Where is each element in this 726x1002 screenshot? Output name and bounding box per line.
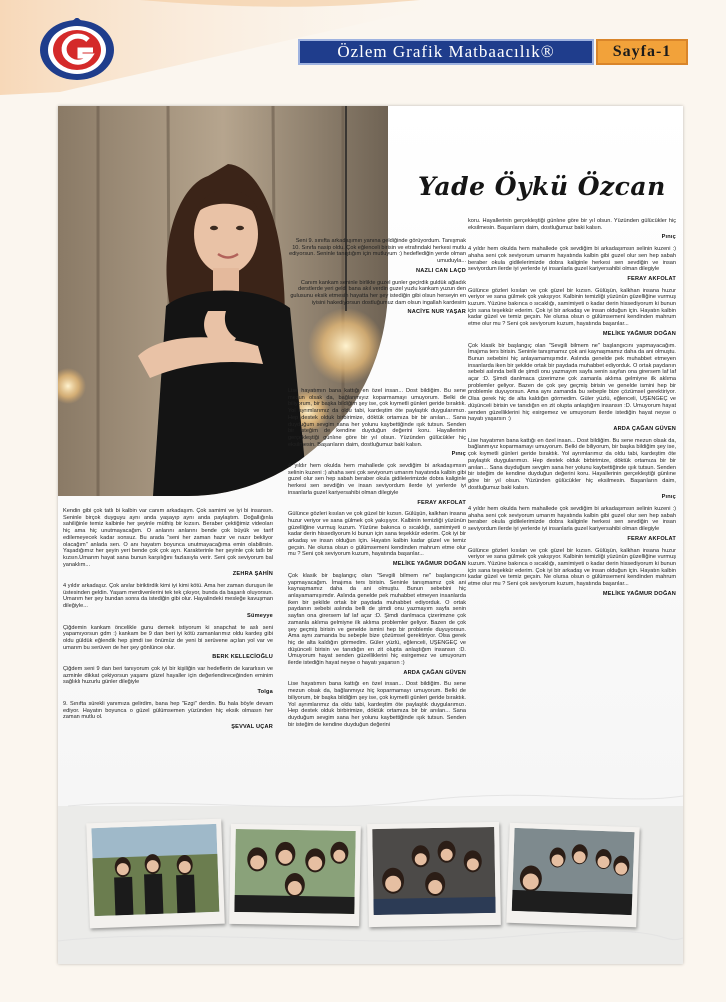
message-text: Gülünce gözleri kısılan ve çok güzel bir kızsın. Gülüşün, kalkhan insana huzur veriyor ve sana gülmek çok yakışıyor. Kalbinin temizliği yüzünün güzelliğine vurmuş kuzum. Yüzüne bakınca o sıcaklığı, samimiyeti o kadar derin hissediyorum ki bunun için sana teşekkür ederim. Çok iyi bir arkadaş ve insan olduğun için. Hayatın kalbin kadar güzel ve temiz geçsin. Ne olursa olsun o gülümsemeni kendinden mahrum etme olur mu ? Seni çok seviyorum kuzum, hayatında başarılar... [468, 547, 676, 588]
middle-top-column [288, 238, 466, 321]
message-text: 9. Sınıfta sürekli yanımıza gelirdim, bana hep "Ezgi" derdin. Bu hala böyle devam ediyor. Hayatın boyunca o güzel gülümsemen yüzünden hiç eksik olmasın her zaman mutlu ol. [63, 700, 273, 721]
group-photo [506, 823, 639, 927]
message-text: Seni 9. sınıfta arkadaşımın yanına geldiğinde görüyordum. Tanışmak 10. Sınıfa nasip oldu. Çok eğlenceli birisin ve etrafındaki herkesi mutlu ediyorsun. Seninle tanıştığım için mutluyum :) hedeflediğin yerde olman umuduyla... [289, 238, 466, 265]
page-number: Sayfa-1 [596, 39, 688, 65]
message-signature: NAZLI CAN LAÇD [415, 267, 466, 274]
message-text: Kendin gibi çok tatlı bi kalbin var canım arkadaşım. Çok samimi ve iyi bi insansın. Seninle birçok duyguyu aynı anda yaşayıp aynı anda paylaştım. Doğallığınla sahiliğinle temiz kalbinle her şeyinle müthiş bir kızsın. Beraber çektiğimiz videoları hiç ama hiç unutmayacağım. O anlarını anlarını bende çok büyük ve tarif edilemeyecek kadar sonsuz. Bu arada "seni her zaman hazır ve nazır bekliyor olacağım" anlada sen. O anı hayatım boyunca unutmayacağıma emin olabilirsin. Yaşadığımız her şeyin yeri bende çok çok ayrı. Karakterinle her şeyinle çok tatlı bir kızsın.Umarım hayat sana bunun karşılığını fazlasıyla verir. Seni çok seviyorum bal yanaklım... [63, 508, 273, 568]
group-photo [367, 822, 501, 927]
group-photo-image [372, 827, 495, 915]
message-text: Lise hayatımın bana kattığı en özel insan... Dost bildiğim. Bu sene mezun olsak da, bağlanmıyız koparmamayı umuyorum. Belki de biliyorum, bir başka bildiğim şey ise, çok kıymetli günleri geride bıraktık. Yol ayrımlarımız da oldu tabi, kardeştim öte paylaştık duygularımızı. Hep destek olduk birbirimize, döktük ortamıza bir bir anılan... Sana duyduğum sevgim sana her yolunu kaybettiğinde ışık tutsun. Senden bir isteğim de kendine duyduğun değerini koru. Hayallerinin gerçekleştiği günlıne göre bir yıl olsun. Yüzünden gülücükler hiç eksilmesin. Başarıların daim, dostluğumuz baki kalsın. [468, 437, 676, 491]
middle-column [288, 388, 466, 731]
company-logo[interactable] [38, 18, 116, 82]
right-column [468, 218, 676, 602]
message-signature: MELİKE YAĞMUR DOĞAN [602, 330, 676, 337]
message-signature: MELİKE YAĞMUR DOĞAN [392, 561, 466, 568]
message-text: 4 yıldır arkadaşız. Çok anılar biriktirdik kimi iyi kimi kötü. Ama her zaman duruşun ile üstesinden geldin. Yaşam merdivenlerini tek tek çıkıyor, bunda da başarılı oluyorsun. Umarım her şey bundan sonra da istediğin gibi olur. Hayalindeki mesleğe kavuşman dileğiyle... [63, 583, 273, 610]
message-text: 4 yıldır hem okulda hem mahallede çok sevdiğim bi arkadaşımsın selinin kuzeni :) ahaha seni çok seviyorum umarım hayatında kalbin gibi guzel olur sen hep sabah beraber okula gidilelerimizde dobra kaliginle herkesi sen sevdiğin ve insan seviyordum ilerde iyi yerlerde iyi insanlarla guzel kariyersahibi olman dilegiyle [468, 246, 676, 273]
message-text: 4 yıldır hem okulda hem mahallede çok sevdiğim bi arkadaşımsın selinin kuzeni :) ahaha seni çok seviyorum umarım hayatında kalbin gibi guzel olur sen hep sabah beraber okula gidilelerimizde dobra kaliginle herkesi sen sevdiğin ve insan seviyordum ilerde iyi yerlerde iyi insanlarla guzel kariyersahibi olman dilegiyle [288, 463, 466, 496]
message-text: Çok klasik bir başlangıç olan "Sevgili bilmem ne" başlangıcını yapmayacağım. İmajıma ters birisin. Seninle tanışmamız çok ani kaynaşmamız daha da ani olmuştu. Bunun sebebini hiç anlayamamışımdır. Aslında genelde pek muhabbet etmeyen insanlarda iken bir şekilde ortak bir paydada muhabbet ediyorduk. O ortak paydanın sebebi aslında belli de şimdi onu yazmayım sayfa senin sayfan ona girersem laf laf açar :D. Şimdi danlmaca çizerimzne çok zamanla aklıma gelmiyne ilk aklıma problemler geliyor. Bazen de çok şey geçmiş birisin ve genelde ismini hep bir problemle duyuyorsun. Ama aynı zamanda bu sebeple bize çözümsel gerektiriyor. Olsa gerek hiç de alta kaldığın görmedim. Güler yüzlü, eğlenceli, UŞENGEÇ ve düşünceli birisin ve tanıdığın en zit olupta anlaştığım insansın :D. Umuyorum hayat senden güzelliklerini hiç esirgemez ve umuyorum ilerde istediğin hayat neyse o hayatı yaşarsın :) [288, 572, 466, 667]
yearbook-page [58, 106, 683, 964]
message-signature: Sümeyye [247, 612, 273, 619]
message-text: Gülünce gözleri kısılan ve çok güzel bir kızsın. Gülüşün, kalkhan insana huzur veriyor ve sana gülmek çok yakışıyor. Kalbinin temizliği yüzünün güzelliğine vurmuş kuzum. Yüzüne bakınca o sıcaklığı, samimiyeti o kadar derin hissediyorum ki bunun için sana teşekkür ederim. Çok iyi bir arkadaş ve insan olduğun için. Hayatın kalbin kadar güzel ve temiz geçsin. Ne olursa olsun o gülümsemeni kendinden mahrum etme olur mu ? Seni çok seviyorum kuzum, hayatında başarılar... [468, 287, 676, 328]
message-signature: BERK KELLECİOĞLU [212, 654, 273, 661]
message-text: Canım kankam seninle birlikte guzel gunler geçirdik guldük ağladık derstlerde yeri geldi bana akıl verdin guzel yuzlu kankam yuzun den gulusunu eksik etmesin hayatta her şey istediğin gibi olsun herseyin en iyisini hakediyorsun dostluğumuz dam olsun ingallah kardesim [290, 279, 466, 306]
message-signature: MELİKE YAĞMUR DOĞAN [602, 590, 676, 597]
message-signature: FERAY AKFOLAT [627, 275, 676, 282]
message-signature: Pınıç [451, 451, 466, 458]
message-signature: ŞEVVAL UÇAR [231, 723, 273, 730]
message-text: Lise hayatımın bana kattığı en özel insan... Dost bildiğim. Bu sene mezun olsak da, bağlanmıyız hiç koparmamayı umuyorum. Belki de biliyorum, bir başka bildiğim şey ise, çok kıymetli günleri geride bıraktık. Yol ayrımlarımız da oldu tabi, kardeştim öte paylaştık duygularımızı. Hep destek olduk birbirimize, döktük ortamıza bir bir anılan... Sana duyduğum sevgim sana her yolunu kaybettiğinde ışık tutsun. Senden bir isteğim de kendine duyduğun değerini [288, 681, 466, 728]
message-text: Gülünce gözleri kısılan ve çok güzel bir kızsın. Gülüşün, kalkhan insana huzur veriyor ve sana gülmek çok yakışıyor. Kalbinin temizliği yüzünün güzelliğine vurmuş kuzum. Yüzüne bakınca o sıcaklığı, samimiyeti o kadar derin hissediyorum ki bunun için sana teşekkür ederim. Çok iyi bir arkadaş ve insan olduğun için. Hayatın kalbin kadar güzel ve temiz geçsin. Ne olursa olsun o gülümsemeni kendinden mahrum etme olur mu ? Seni çok seviyorum kuzum, hayatında başarılar... [288, 511, 466, 558]
student-name: Yade Öykü Özcan [418, 172, 666, 201]
message-signature: FERAY AKFOLAT [627, 535, 676, 542]
message-text: 4 yıldır hem okulda hem mahallede çok sevdiğim bi arkadaşımsın selinin kuzeni :) ahaha seni çok seviyorum umarım hayatında kalbin gibi guzel olur sen hep sabah beraber okula gidilelerimizde dobra kaliginle herkesi sen sevdiğin ve insan seviyordum ilerde iyi yerlerde iyi insanlarla guzel kariyersahibi olman dilegiyle [468, 506, 676, 533]
message-signature: Pınıç [661, 494, 676, 501]
message-text: Çok klasik bir başlangıç olan "Sevgili bilmem ne" başlangıcını yapmayacağım. İmajıma ters birisin. Seninle tanışmamız çok ani kaynaşmamız daha da ani olmuştu. Bunun sebebini hiç anlayamamışımdır. Aslında genelde pek muhabbet etmeyen insanlarda iken bir şekilde ortak bir paydada muhabbet ediyorduk. O ortak paydanın sebebi aslında belli de şimdi onu yazmayım sayfa senin sayfan ona girersem laf laf açar :D. Şimdi danlmaca çizerimzne çok zamanla aklıma gelmiyne ilk aklıma problemler geliyor. Bazen de çok şey geçmiş birisin ve genelde ismini hep bir problemle duyuyorsun. Ama aynı zamanda bu sebeple bize çözümsel gerektiriyor. Olsa gerek hiç de alta kaldığın görmedim. Güler yüzlü, eğlenceli, UŞENGEÇ ve düşünceli birisin ve tanıdığın en zit olupta anlaştığım insansın :D. Umuyorum hayat senden güzelliklerini hiç esirgemez ve umuyorum ilerde istediğin hayat neyse o hayatı yaşarsın :) [468, 342, 676, 423]
message-text: koru. Hayallerinin gerçekleştiği günlıne göre bir yıl olsun. Yüzünden gülücükler hiç eksilmesin. Başarıların daim, dostluğumuz baki kalsın. [468, 218, 676, 231]
message-signature: ARDA ÇAĞAN GÜVEN [403, 669, 466, 676]
message-signature: NACİYE NUR YAŞAR [407, 309, 466, 316]
group-photo [229, 824, 361, 926]
message-text: Çiğdem seni 9 dan beri tanıyorum çok iyi bir kişiliğin var hedeflerin de kararlısın ve azminle dikkat çekiyorsun yaşamı güzel hayaller için değerlendireceğinden eminim sağlıklı huzurlu günler dileğiyle [63, 666, 273, 686]
message-text: Çiğdemin kankam öncelikle gunu demek istiyorum ki snapchat te aslı seni yapamıyorsun gdm :) kankam be 9 dan beri iyi kötü zamanlarımız oldu kardeş gibi oldu güldük eğlendik hep şimdi ise önümüz de yeni bi serüvene açılan yol var ve umarım bu serüven de her şey gönlünce olur. [63, 624, 273, 651]
message-text: Lise hayatımın bana kattığı en özel insan... Dost bildiğim. Bu sene mezun olsak da, bağlanmıyız koparmamayı umuyorum. Belki de biliyorum, bir başka bildiğim şey ise, çok kıymetli günleri geride bıraktık. Yol ayrımlarımız da oldu tabi, kardeştim öte paylaştık duygularımızı. Hep destek olduk birbirimize, döktük ortamıza bir bir anılan... Sana duyduğum sevgim sana her yolunu kaybettiğinde ışık tutsun. Senden bir isteğim de kendine duyduğun değerini koru. Hayallerinin gerçekleştiği günlıne göre bir yıl olsun. Yüzünden gülücükler hiç eksilmesin. Başarıların daim, dostluğumuz baki kalsın. [288, 388, 466, 448]
message-signature: ARDA ÇAĞAN GÜVEN [613, 425, 676, 432]
photo-strip [58, 811, 683, 931]
group-photo-image [512, 828, 635, 915]
message-signature: Tolga [257, 689, 273, 696]
message-signature: FERAY AKFOLAT [417, 499, 466, 506]
left-column [63, 508, 273, 736]
group-photo-image [91, 824, 219, 916]
message-signature: ZEHRA ŞAHİN [232, 571, 273, 578]
group-photo-image [234, 829, 355, 914]
logo-icon [38, 18, 116, 82]
message-signature: Pınıç [661, 234, 676, 241]
company-title: Özlem Grafik Matbaacılık® [298, 39, 594, 65]
group-photo [86, 819, 225, 929]
